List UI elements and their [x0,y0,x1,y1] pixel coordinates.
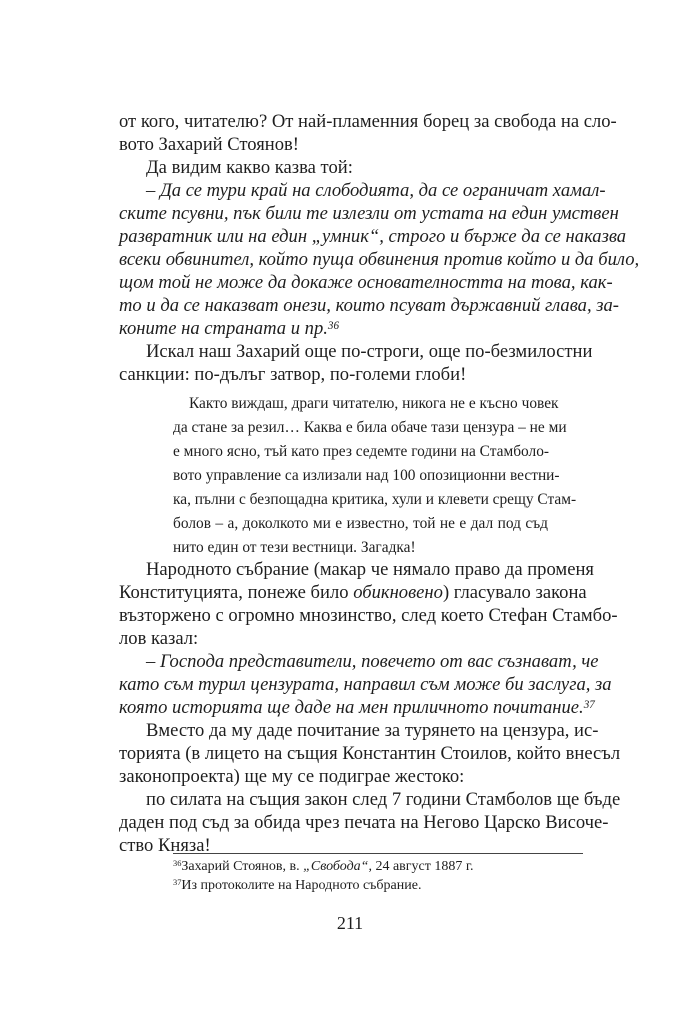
quote-line: – Да се тури край на слободията, да се ограничат хамал- [146,180,606,201]
aside-line: е много ясно, тъй като през седемте години на Стамболо- [173,443,550,460]
quote-line [119,318,582,340]
footnote-emphasis: „Свобода“ [303,859,369,874]
quote-line: всеки обвинител, който пуща обвинения против който и да било, [119,249,640,270]
paragraph-line: по силата на същия закон след 7 години Стамболов ще бъде [146,789,621,810]
aside-line: Както виждаш, драги читателю, никога не е късно човек [189,395,559,412]
quote-line: то и да се наказват онези, които псуват държавний глава, за- [119,295,619,316]
paragraph-line: възторжено с огромно мнозинство, след което Стефан Стамбо- [119,605,618,626]
quote-text: която историята ще даде на мен приличното почитание. [119,697,584,718]
footnote-number: 37 [173,878,182,887]
aside-line: ка, пълни с безпощадна критика, хули и клевети срещу Стам- [173,491,577,508]
paragraph-line: законопроекта) ще му се подиграе жестоко: [119,766,465,787]
paragraph-line: ство Княза! [119,835,211,856]
paragraph-line: лов казал: [119,628,199,649]
footnote-text: Из протоколите на Народното събрание. [181,878,422,893]
paragraph-line: Народното събрание (макар че нямало право да променя [146,559,594,580]
quote-line: като съм турил цензурата, направил съм може би заслуга, за [119,674,612,695]
paragraph-line: от кого, читателю? От най-пламенния борец за свобода на сло- [119,111,617,132]
quote-line: щом той не може да докаже основателността на това, как- [119,272,613,293]
footnote [173,858,474,876]
paragraph-line: Вместо да му даде почитание за турянето на цензура, ис- [146,720,599,741]
page-number: 211 [336,913,364,933]
quote-line: – Господа представители, повечето от вас съзнават, че [146,651,599,672]
aside-line: болов – а, доколкото ми е известно, той не е дал под съд [173,515,548,532]
footnote-number: 36 [173,859,182,868]
aside-line: нито един от тези вестници. Загадка! [173,539,416,556]
aside-line: да стане за резил… Каква е била обаче тази цензура – не ми [173,419,567,436]
text: Конституцията, понеже било [119,582,354,603]
quote-text: коните на страната и пр. [119,318,328,339]
quote-line: развратник или на един „умник“, строго и бърже да се наказва [119,226,627,247]
footnote-ref: 37 [583,699,595,711]
paragraph-line: Да видим какво казва той: [146,157,353,178]
footnote-text: Захарий Стоянов, в. [181,859,304,874]
aside-line: вото управление са излизали над 100 опозиционни вестни- [173,467,560,484]
quote-line: ските псувни, пък били те излезли от устата на един умствен [119,203,619,224]
footnote [173,877,421,895]
paragraph-line: Искал наш Захарий още по-строги, още по-безмилостни [146,341,593,362]
paragraph-line: торията (в лицето на същия Константин Стоилов, който внесъл [119,743,621,764]
paragraph-line: вото Захарий Стоянов! [119,134,299,155]
text: ) гласувало закона [442,582,587,603]
paragraph-line: санкции: по-дълъг затвор, по-големи глоби! [119,364,467,385]
emphasis: обикновено [353,582,443,603]
quote-line [119,697,595,719]
paragraph-line [119,582,587,604]
paragraph-line: даден под съд за обида чрез печата на Негово Царско Височе- [119,812,609,833]
footnote-text: , 24 август 1887 г. [368,859,474,874]
footnote-ref: 36 [327,320,340,332]
